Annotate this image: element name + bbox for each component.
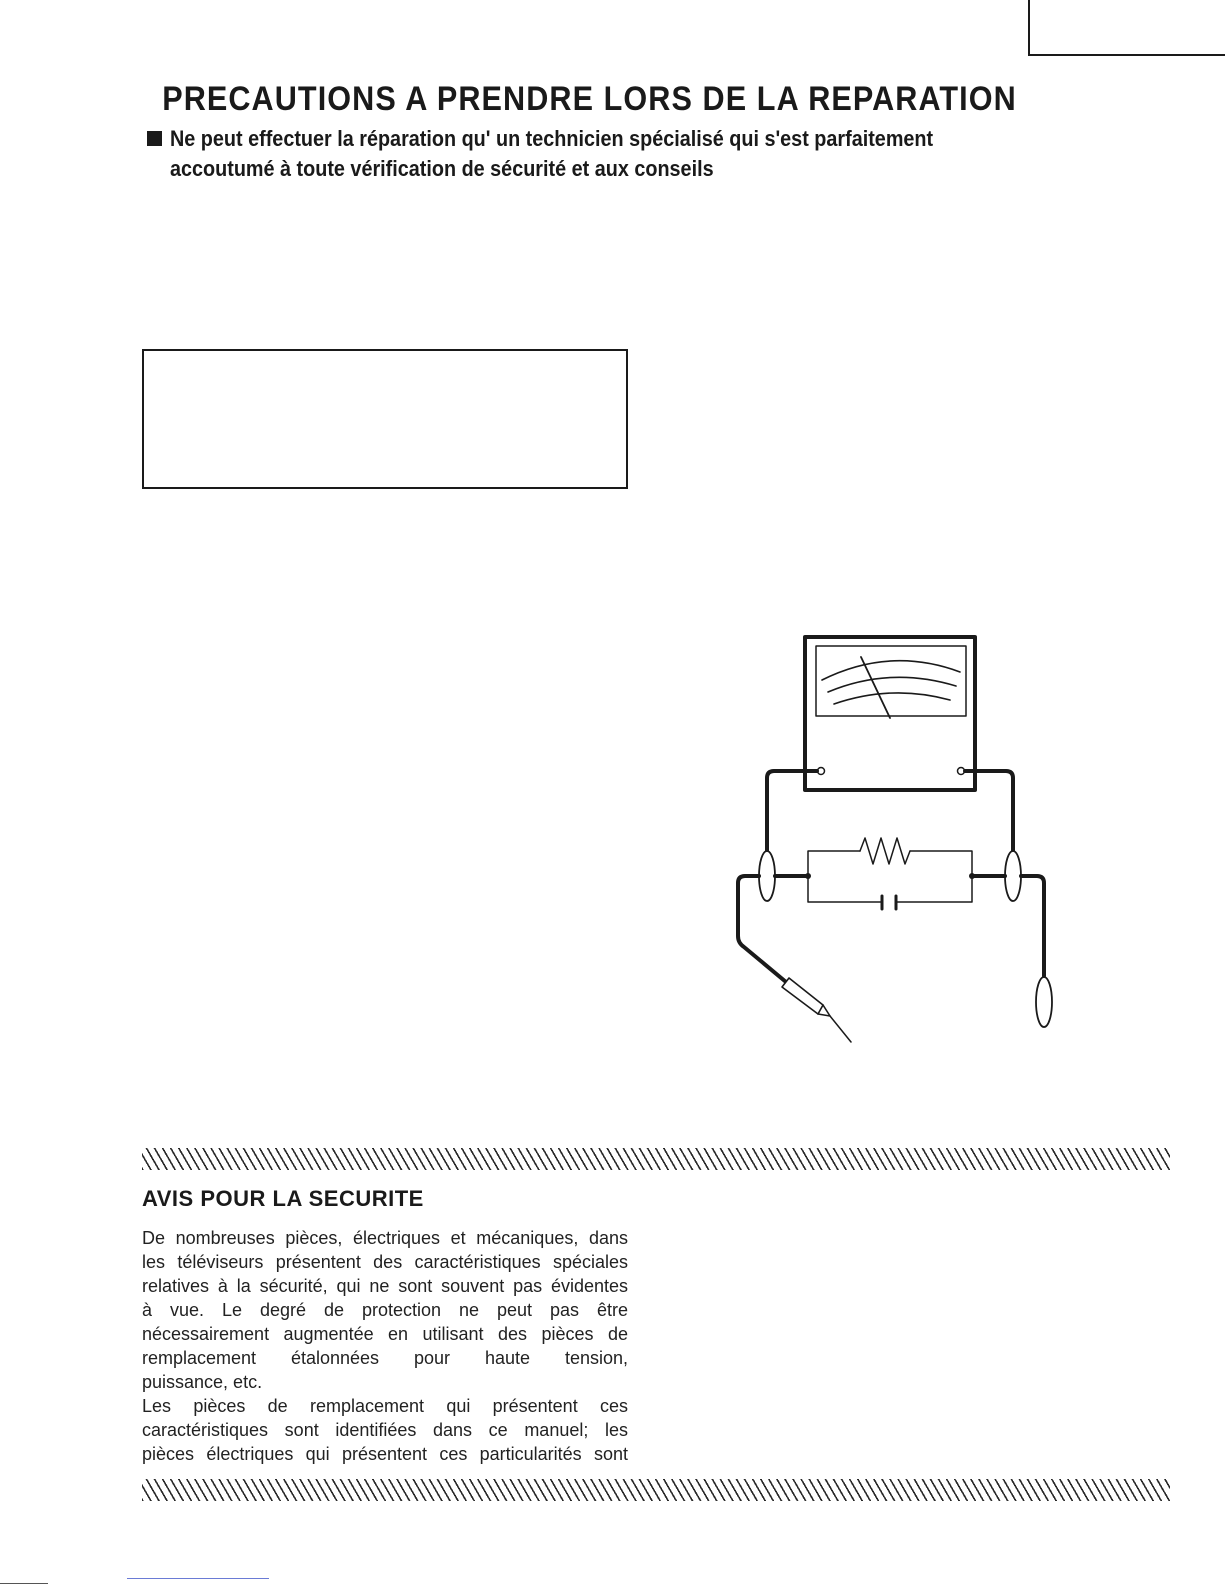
wire-left-top [767,771,817,852]
meter-scale-arc-3 [834,693,950,704]
safety-notice-heading: AVIS POUR LA SECURITE [142,1186,424,1211]
empty-frame-box [142,349,628,489]
intro-line-2: accoutumé à toute vérification de sécurité et aux conseils [170,156,714,181]
safety-paragraph-1 [142,1226,628,1394]
ground-connector [1036,977,1052,1027]
leakage-test-diagram [730,630,1070,1060]
meter-body [805,637,975,790]
hatched-divider-bottom [142,1479,1170,1501]
right-connector [1005,851,1021,901]
footer-link-underline [127,1578,269,1579]
probe-body [782,978,823,1014]
wire-right-top [965,771,1013,852]
hatched-divider-top [142,1148,1170,1170]
page-corner-box [1028,0,1225,56]
junction-dot-left [805,873,811,879]
paragraph-line: à vue. Le degré de protection ne peut pas être [142,1300,628,1320]
network-top-left [808,851,860,876]
junction-dot-right [969,873,975,879]
meter-scale-arc-2 [828,677,956,692]
paragraph-line: relatives à la sécurité, qui ne sont souvent pas évidentes [142,1276,628,1296]
probe-needle [830,1016,851,1042]
paragraph-line: les téléviseurs présentent des caractéristiques spéciales [142,1252,628,1272]
intro-line-1: Ne peut effectuer la réparation qu' un technicien spécialisé qui s'est parfaitement [170,126,934,151]
paragraph-line: Les pièces de remplacement qui présentent ces [142,1396,628,1416]
paragraph-line: puissance, etc. [142,1372,263,1392]
meter-window [816,646,966,716]
footer-rule [0,1583,48,1584]
resistor-symbol [860,838,910,864]
left-connector [759,851,775,901]
safety-paragraph-2 [142,1394,628,1466]
network-bottom [808,876,972,902]
paragraph-line: caractéristiques sont identifiées dans ce manuel; les [142,1420,628,1440]
paragraph-line: remplacement étalonnées pour haute tension, [142,1348,628,1368]
paragraph-line: nécessairement augmentée en utilisant des pièces de [142,1324,628,1344]
paragraph-line: pièces électriques qui présentent ces particularités sont [142,1444,628,1464]
paragraph-line: De nombreuses pièces, électriques et mécaniques, dans [142,1228,628,1248]
square-bullet-icon [147,131,162,146]
page-title: PRECAUTIONS A PRENDRE LORS DE LA REPARATION [162,80,1017,118]
network-top-right [910,851,972,876]
meter-needle [861,657,890,718]
wire-ground [1021,876,1044,976]
